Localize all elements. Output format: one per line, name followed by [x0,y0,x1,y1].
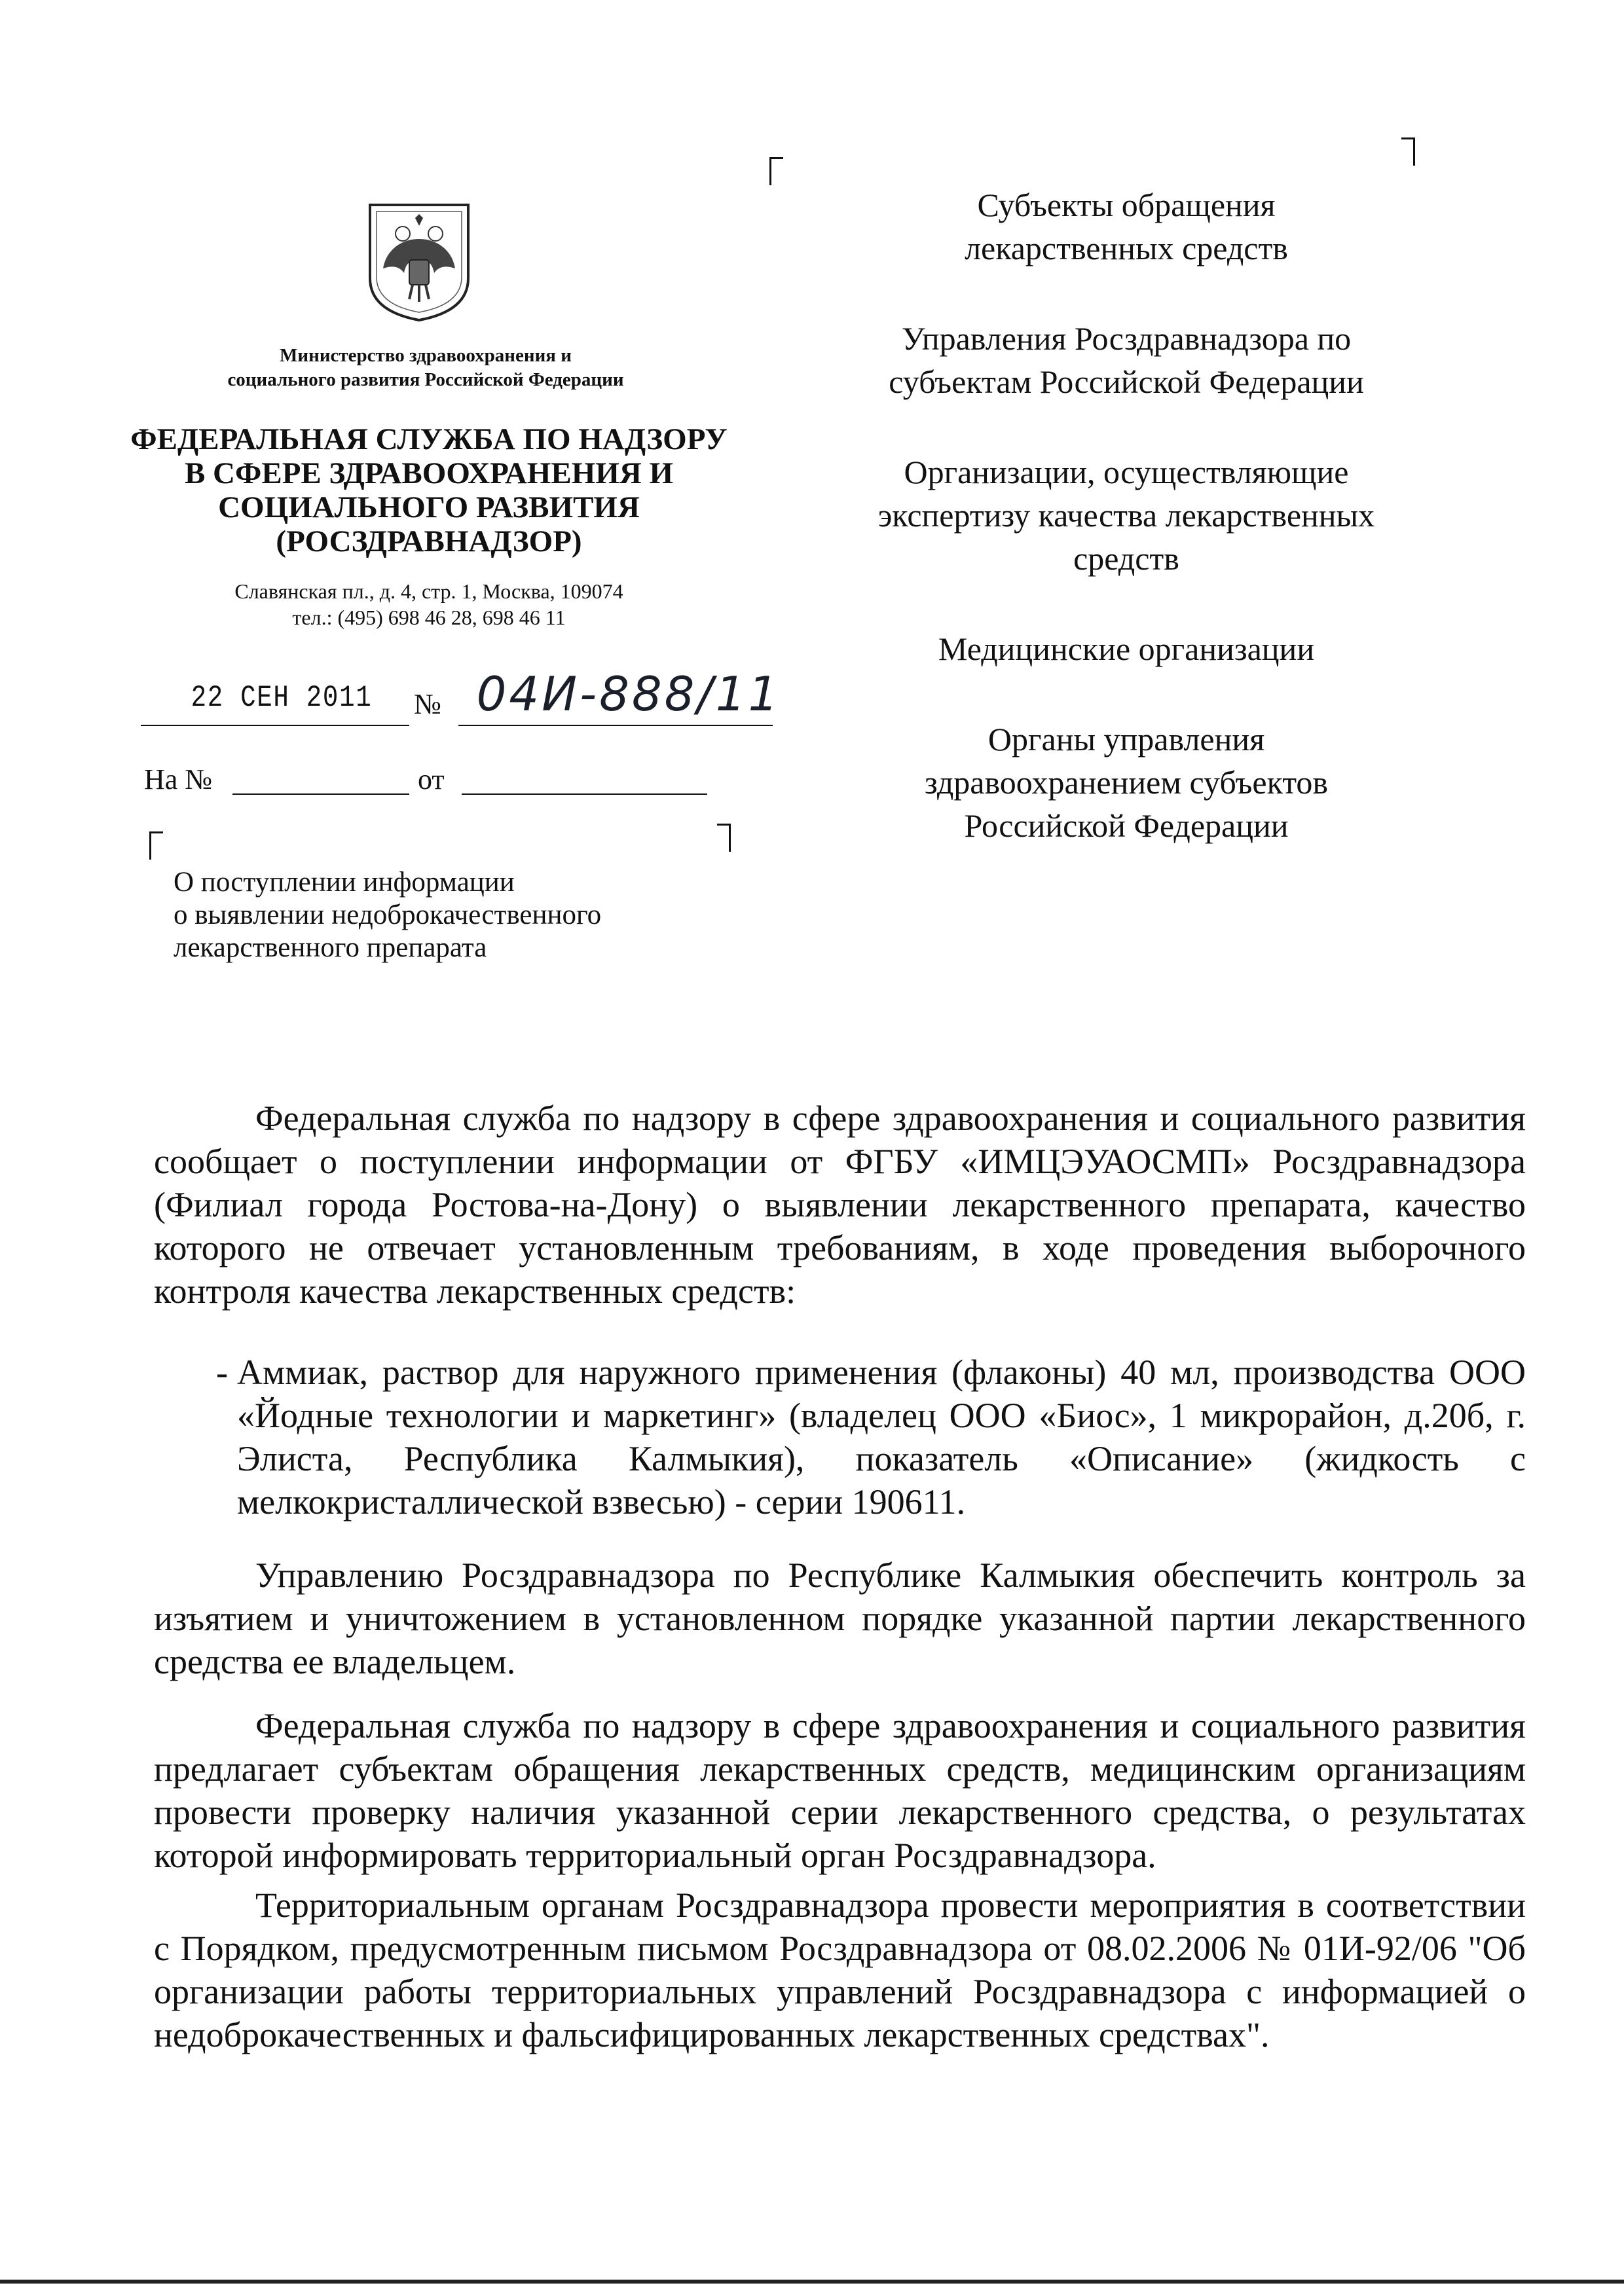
addressee-line: Субъекты обращения [977,187,1276,223]
ministry-line: Министерство здравоохранения и [280,345,572,366]
addressee-line: экспертизу качества лекарственных [877,497,1375,534]
reference-number-blank [232,793,409,795]
body-paragraph-kalmykia: Управлению Росздравнадзора по Республике Калмыкия обеспечить контроль за изъятием и уничтожением в установленном порядке указанной партии лекарственного средства ее владельцем. [154,1556,1526,1681]
subject-line: О поступлении информации [174,867,515,898]
address-line: тел.: (495) 698 46 28, 698 46 11 [292,606,566,629]
outgoing-number-handwritten: 04И-888/11 [476,666,781,721]
registration-date-stamp: 22 СЕН 2011 [191,681,373,715]
reference-date-blank [462,793,707,795]
subject-bracket-right [717,824,731,852]
defective-drug-item [216,1351,1526,1523]
defective-drug-description: Аммиак, раствор для наружного применения (флаконы) 40 мл, производства ООО «Йодные технологии и маркетинг» (владелец ООО «Биос», 1 микрорайон, д.20б, г. Элиста, Республика Калмыкия), показатель «Описание» (жидкость с мелкокристаллической взвесью) - серии 190611. [237,1353,1526,1522]
addressee-line: Медицинские организации [938,630,1315,667]
letter-subject [174,866,697,964]
body-paragraph-intro: Федеральная служба по надзору в сфере здравоохранения и социального развития сообщает о поступлении информации от ФГБУ «ИМЦЭУАОСМП» Росздравнадзора (Филиал города Ростова-на-Дону) о выявлении лекарственного препарата, качество которого не отвечает установленным требованиям, в ходе проведения выборочного контроля качества лекарственных средств: [154,1099,1526,1311]
letter-body [154,1097,1526,2056]
addressee-group [805,450,1447,580]
reference-date-label: от [418,763,445,795]
address-bracket-left [769,157,783,185]
address-bracket-right [1401,137,1415,166]
body-paragraph-territorial: Территориальным органам Росздравнадзора провести мероприятия в соответствии с Порядком, предусмотренным письмом Росздравнадзора от 08.02.2006 № 01И-92/06 "Об организации работы территориальных управлений Росздравнадзора с информацией о недоброкачественных и фальсифицированных лекарственных средствах". [154,1886,1526,2054]
addressee-line: Российской Федерации [964,807,1289,844]
ministry-line: социального развития Российской Федерации [227,369,624,390]
service-address [183,578,674,630]
addressee-group [805,317,1447,403]
subject-line: о выявлении недоброкачественного [174,900,602,930]
addressee-line: субъектам Российской Федерации [889,363,1364,400]
addressee-line: здравоохранением субъектов [924,764,1329,801]
ministry-name [164,344,688,392]
number-label: № [414,688,441,720]
body-paragraph-check: Федеральная служба по надзору в сфере здравоохранения и социального развития предлагает субъектам обращения лекарственных средств, медицинским организациям провести проверку наличия указанной серии лекарственного средства, о результатах которой информировать территориальный орган Росздравнадзора. [154,1706,1526,1875]
address-line: Славянская пл., д. 4, стр. 1, Москва, 109074 [234,579,623,603]
date-underline [141,725,409,726]
subject-bracket-left [149,831,163,860]
subject-line: лекарственного препарата [174,932,487,963]
addressee-line: Управления Росздравнадзора по [901,320,1352,357]
list-dash: - [216,1353,228,1392]
addressee-group [805,183,1447,270]
number-underline [458,725,773,726]
state-emblem-icon [363,200,475,324]
service-line: В СФЕРЕ ЗДРАВООХРАНЕНИЯ И [184,456,674,490]
addressee-line: Организации, осуществляющие [904,454,1349,490]
addressee-block [805,183,1447,894]
addressee-line: Органы управления [987,721,1265,757]
reference-number-label: На № [144,763,213,795]
addressee-line: средств [1073,540,1179,577]
addressee-line: лекарственных средств [965,230,1288,266]
page-bottom-edge [0,2280,1624,2284]
service-line: ФЕДЕРАЛЬНАЯ СЛУЖБА ПО НАДЗОРУ [130,422,728,456]
service-line: СОЦИАЛЬНОГО РАЗВИТИЯ [218,490,640,524]
service-name [118,422,740,558]
addressee-group [805,627,1447,670]
service-line: (РОСЗДРАВНАДЗОР) [276,524,582,558]
addressee-group [805,718,1447,847]
